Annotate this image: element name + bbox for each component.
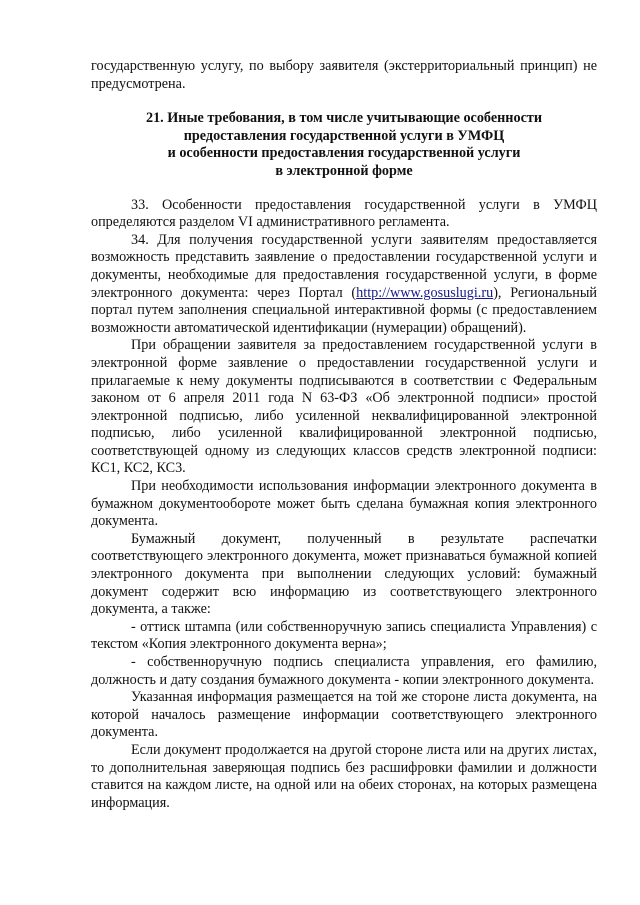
- paragraph-continuation: Если документ продолжается на другой стороне листа или на других листах, то дополнительная заверяющая подпись без расшифровки фамилии и должности ставится на каждом листе, на одной или на обеих сторонах, на которых размещена информация.: [91, 741, 597, 811]
- lead-paragraph: государственную услугу, по выбору заявителя (экстерриториальный принцип) не предусмотрена.: [91, 58, 597, 92]
- section-heading-line-2: предоставления государственной услуги в УМФЦ: [183, 127, 505, 144]
- paragraph-paper-copy: При необходимости использования информации электронного документа в бумажном документообороте может быть сделана бумажная копия электронного документа.: [91, 478, 597, 530]
- paragraph-electronic-signature: При обращении заявителя за предоставлением государственной услуги в электронной форме заявление о предоставлении государственной услуги и прилагаемые к нему документы подписываются в соответствии с Федеральным законом от 6 апреля 2011 года N 63-ФЗ «Об электронной подписи» простой электронной подписью, либо усиленной неквалифицированной электронной подписью, либо усиленной квалифицированной электронной подписью, соответствующей одному из следующих классов средств электронной подписи: КС1, КС2, КС3.: [91, 337, 597, 477]
- list-item-signature: - собственноручную подпись специалиста управления, его фамилию, должность и дату создания бумажного документа - копии электронного документа.: [91, 654, 597, 688]
- section-heading-line-4: в электронной форме: [275, 162, 413, 179]
- paragraph-placement: Указанная информация размещается на той же стороне листа документа, на которой началось размещение информации соответствующего электронного документа.: [91, 689, 597, 741]
- gosuslugi-link[interactable]: http://www.gosuslugi.ru: [356, 284, 494, 301]
- section-heading-line-3: и особенности предоставления государственной услуги: [167, 145, 521, 162]
- paragraph-paper-document: Бумажный документ, полученный в результате распечатки соответствующего электронного документа, может признаваться бумажной копией электронного документа при выполнении следующих условий: бумажный документ содержит всю информацию из соответствующего электронного документа, а также:: [91, 530, 597, 618]
- list-item-stamp: - оттиск штампа (или собственноручную запись специалиста Управления) с текстом «Копия электронного документа верна»;: [91, 618, 597, 653]
- document-page: [91, 58, 597, 812]
- paragraph-34: [91, 232, 597, 338]
- paragraph-34-text-start: 34. Для получения государственной услуги заявителям предоставляется возможность представить заявление о предоставлении государственной услуги и документы, необходимые для предоставления государственной услуги, в форме электронного документа: через Портал (: [91, 231, 597, 301]
- paragraph-34-text-end: ), Региональный портал путем заполнения специальной интерактивной формы (с предоставлением возможности автоматической идентификации (нумерации) обращений).: [91, 284, 597, 336]
- section-heading: [91, 110, 597, 180]
- paragraph-33: 33. Особенности предоставления государственной услуги в УМФЦ определяются разделом VI административного регламента.: [91, 196, 597, 231]
- section-heading-line-1: 21. Иные требования, в том числе учитывающие особенности: [145, 110, 543, 127]
